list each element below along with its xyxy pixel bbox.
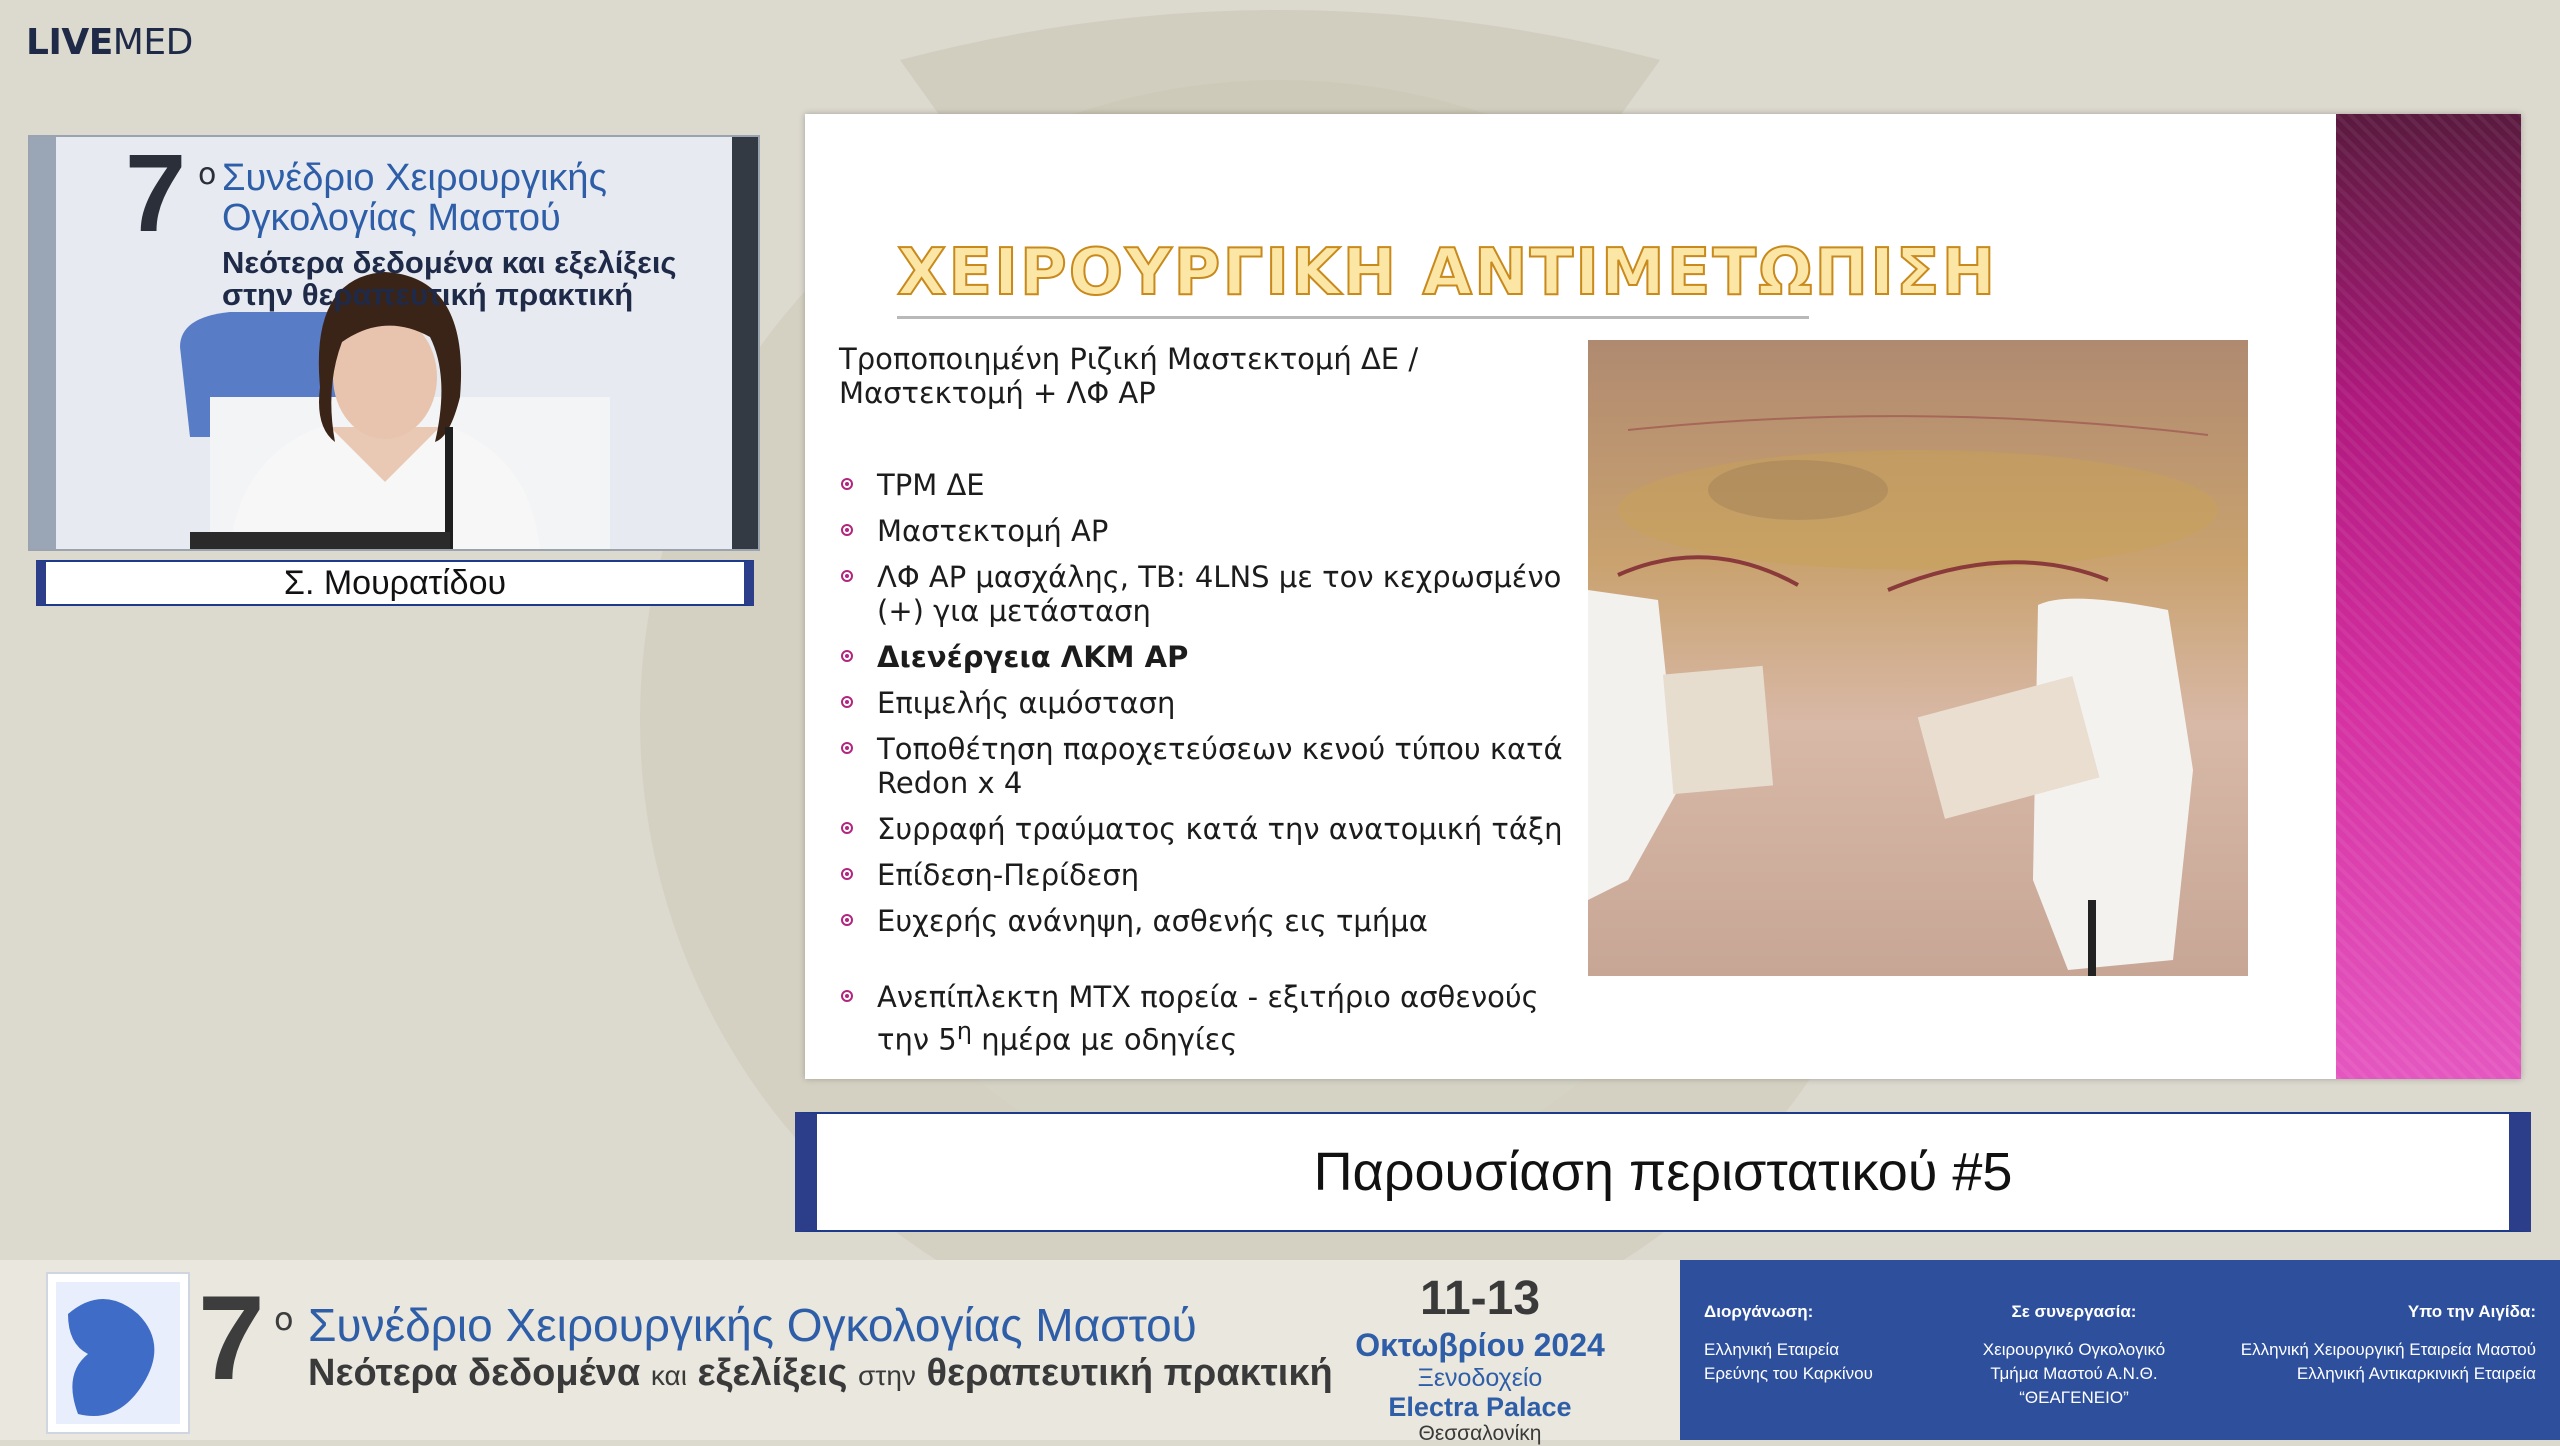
footer-dates: [1340, 1272, 1620, 1446]
slide-title-underline: [897, 316, 1809, 319]
bullet-item: [839, 640, 1599, 674]
aegis-label: Υπο την Αιγίδα:: [2407, 1302, 2536, 1321]
slide-intro-line1: Τροποποιημένη Ριζική Μαστεκτομή ΔΕ /: [839, 342, 1419, 376]
organizer-line2: Ερεύνης του Καρκίνου: [1704, 1364, 1873, 1383]
partner-line2: Τμήμα Μαστού Α.Ν.Θ. “ΘΕΑΓΕΝΕΙΟ”: [1990, 1364, 2158, 1407]
footer-venue-name: Electra Palace: [1388, 1392, 1572, 1422]
footer-venue-label: Ξενοδοχείο: [1417, 1364, 1543, 1392]
bullet-icon: [841, 990, 853, 1002]
partner-label: Σε συνεργασία:: [2011, 1302, 2137, 1321]
case-title-box: [795, 1112, 2531, 1232]
slide-side-bar: [2336, 114, 2521, 1079]
video-banner-line1: Συνέδριο Χειρουργικής: [222, 157, 607, 199]
video-banner-line2: Ογκολογίας Μαστού: [222, 197, 561, 239]
bullet-item: [839, 812, 1599, 846]
conference-footer: [0, 1260, 2560, 1445]
bullet-item: [839, 686, 1599, 720]
footer-organizers-panel: [1680, 1260, 2560, 1440]
bullet-item: [839, 732, 1599, 800]
presentation-slide: [805, 114, 2521, 1079]
aegis-line2: Ελληνική Αντικαρκινική Εταιρεία: [2296, 1364, 2536, 1383]
video-banner-sup: ο: [198, 157, 217, 192]
bullet-text: Τοποθέτηση παροχετεύσεων κενού τύπου κατά Redon x 4: [877, 732, 1563, 800]
bullet-icon: [841, 524, 853, 536]
slide-bullet-list: [839, 468, 1599, 1069]
bullet-item: [839, 980, 1599, 1057]
bullet-item: [839, 468, 1599, 502]
organizer-label: Διοργάνωση:: [1704, 1302, 1814, 1321]
video-banner-line3: Νεότερα δεδομένα και εξελίξεις: [222, 245, 677, 280]
bullet-text: Μαστεκτομή ΑΡ: [877, 514, 1109, 548]
slide-intro: [839, 342, 1559, 410]
partner-column: [1934, 1300, 2214, 1410]
bullet-icon: [841, 822, 853, 834]
bullet-icon: [841, 478, 853, 490]
footer-sup: ο: [274, 1300, 294, 1338]
bullet-item: [839, 858, 1599, 892]
logo-bold: LIVE: [26, 22, 113, 63]
video-banner-number: 7: [125, 137, 187, 255]
subtitle-part: εξελίξεις: [686, 1352, 858, 1394]
bullet-icon: [841, 868, 853, 880]
bullet-text: Διενέργεια ΛΚΜ ΑΡ: [877, 640, 1189, 674]
bullet-item: [839, 514, 1599, 548]
footer-city: Θεσσαλονίκη: [1418, 1422, 1542, 1445]
slide-title: ΧΕΙΡΟΥΡΓΙΚΗ ΑΝΤΙΜΕΤΩΠΙΣΗ: [897, 236, 1998, 310]
livemed-logo: [26, 22, 193, 63]
video-banner-line4: στην θεραπευτική πρακτική: [222, 277, 634, 312]
partner-line1: Χειρουργικό Ογκολογικό: [1982, 1340, 2166, 1359]
bullet-text-sup: η: [956, 1017, 973, 1045]
subtitle-part: θεραπευτική πρακτική: [915, 1352, 1333, 1394]
subtitle-part: στην: [858, 1360, 916, 1391]
footer-days: 11-13: [1419, 1272, 1541, 1325]
slide-intro-line2: Μαστεκτομή + ΛΦ ΑΡ: [839, 376, 1156, 410]
aegis-line1: Ελληνική Χειρουργική Εταιρεία Μαστού: [2240, 1340, 2536, 1359]
bullet-icon: [841, 742, 853, 754]
surgical-photo-image: [1588, 340, 2248, 976]
case-title: Παρουσίαση περιστατικού #5: [1313, 1142, 2013, 1202]
speaker-name-box: [36, 560, 754, 606]
bullet-text: Ευχερής ανάνηψη, ασθενής εις τμήμα: [877, 904, 1428, 938]
bullet-text: ΤΡΜ ΔΕ: [877, 468, 985, 502]
footer-month: Οκτωβρίου 2024: [1355, 1327, 1605, 1363]
bullet-icon: [841, 570, 853, 582]
bullet-text-post: ημέρα με οδηγίες: [972, 1022, 1238, 1057]
bullet-text: Επιμελής αιμόσταση: [877, 686, 1176, 720]
footer-number: 7: [198, 1271, 265, 1405]
organizer-line1: Ελληνική Εταιρεία: [1704, 1340, 1840, 1359]
organizer-column: [1704, 1300, 1873, 1386]
conference-emblem-icon: [46, 1272, 190, 1434]
aegis-column: [2241, 1300, 2536, 1386]
bullet-item: [839, 560, 1599, 628]
bullet-text: ΛΦ ΑΡ μασχάλης, ΤΒ: 4LNS με τον κεχρωσμένο (+) για μετάσταση: [877, 560, 1562, 628]
footer-conference-title: Συνέδριο Χειρουργικής Ογκολογίας Μαστού: [308, 1299, 1197, 1351]
bullet-icon: [841, 914, 853, 926]
bullet-text: Συρραφή τραύματος κατά την ανατομική τάξη: [877, 812, 1563, 846]
subtitle-part: Νεότερα δεδομένα: [308, 1352, 651, 1394]
subtitle-part: και: [650, 1360, 687, 1391]
bullet-icon: [841, 696, 853, 708]
bullet-item: [839, 904, 1599, 938]
logo-rest: MED: [112, 22, 193, 63]
speaker-name: Σ. Μουρατίδου: [283, 563, 507, 602]
bullet-icon: [841, 650, 853, 662]
surgical-photo: [1588, 340, 2248, 976]
speaker-video: [30, 137, 758, 549]
footer-conference-subtitle: [308, 1352, 1333, 1395]
bullet-text-pre: Ανεπίπλεκτη ΜΤΧ πορεία - εξιτήριο ασθενούς την 5: [877, 980, 1539, 1057]
bullet-text: Επίδεση-Περίδεση: [877, 858, 1140, 892]
